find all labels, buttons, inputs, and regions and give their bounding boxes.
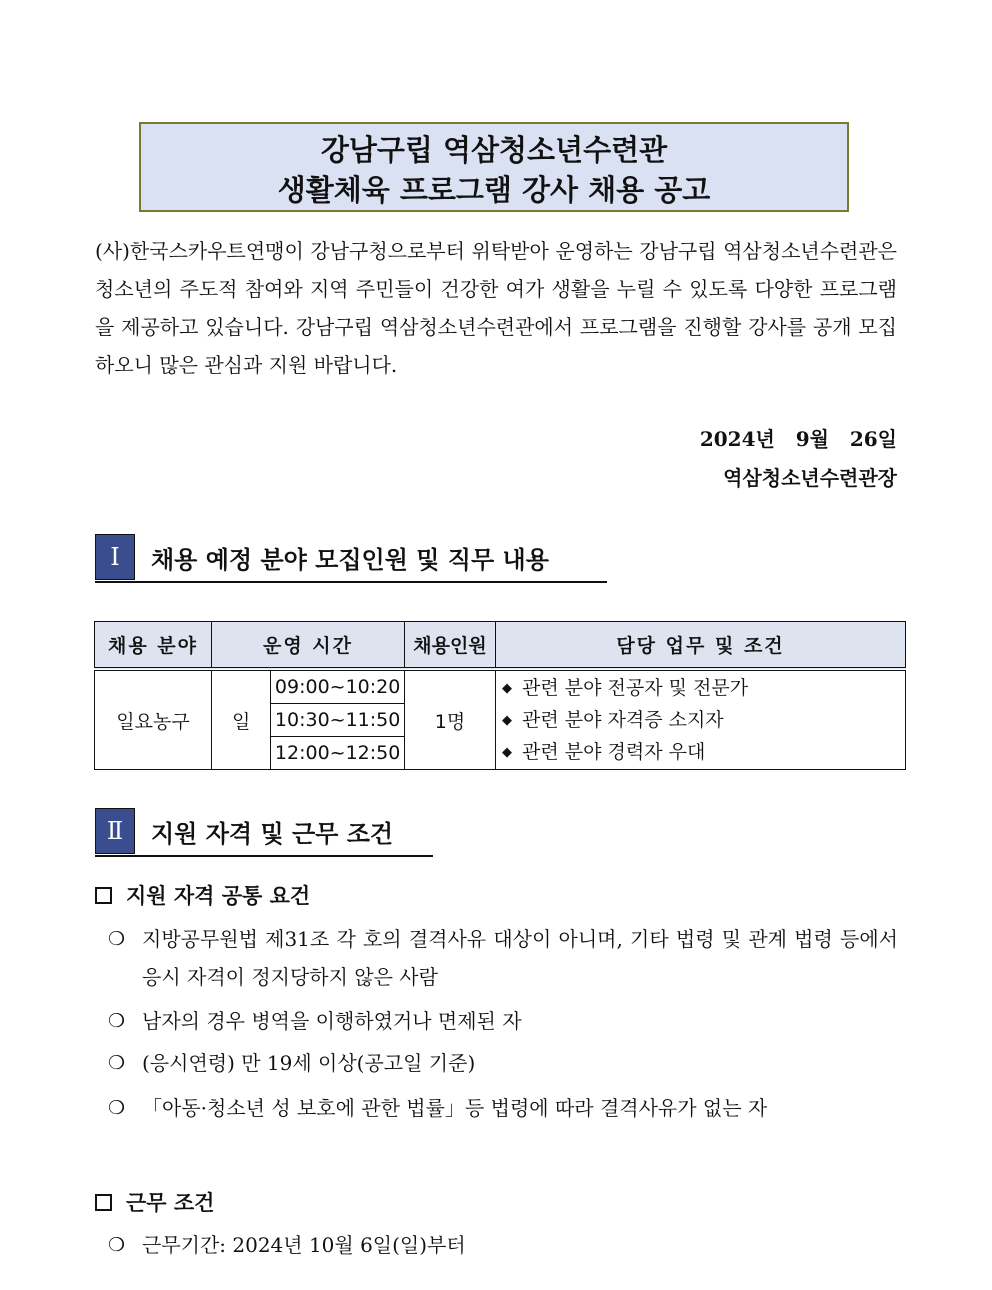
- list-item: ❍ 근무기간: 2024년 10월 6일(일)부터: [108, 1226, 898, 1264]
- list-item: ❍ 지방공무원법 제31조 각 호의 결격사유 대상이 아니며, 기타 법령 및 관계 법령 등에서 응시 자격이 정지당하지 않은 사람: [108, 920, 898, 996]
- diamond-bullet-icon: ◆: [502, 745, 512, 760]
- cell-day: 일: [212, 669, 271, 770]
- cell-duties: [496, 669, 906, 770]
- duty-item: ◆ 관련 분야 자격증 소지자: [502, 709, 724, 731]
- table-header-row: [95, 622, 906, 670]
- circle-bullet-icon: ❍: [108, 1234, 126, 1256]
- section-2-number: Ⅱ: [95, 808, 135, 854]
- issuer: 역삼청소년수련관장: [723, 466, 897, 490]
- col-header-duties: 담당 업무 및 조건: [496, 622, 906, 670]
- time-slot-1: 09:00~10:20: [271, 671, 404, 704]
- time-slot-2: 10:30~11:50: [271, 704, 404, 737]
- jobs-table: [94, 621, 906, 770]
- time-slot-3: 12:00~12:50: [274, 742, 401, 764]
- work-conditions-heading: 근무 조건: [95, 1187, 214, 1217]
- list-item: ❍ (응시연령) 만 19세 이상(공고일 기준): [108, 1044, 898, 1082]
- section-1-number: Ⅰ: [95, 534, 135, 580]
- common-requirements-heading: 지원 자격 공통 요건: [95, 880, 310, 910]
- cell-field: 일요농구: [95, 669, 212, 770]
- section-1-heading: [95, 533, 607, 583]
- notice-title: [139, 122, 849, 212]
- list-item: ❍ 「아동·청소년 성 보호에 관한 법률」등 법령에 따라 결격사유가 없는 자: [108, 1089, 898, 1127]
- col-header-field: 채용 분야: [95, 622, 212, 670]
- notice-date: 2024년 9월 26일: [699, 427, 897, 451]
- circle-bullet-icon: ❍: [108, 1010, 126, 1032]
- circle-bullet-icon: ❍: [108, 1052, 126, 1074]
- col-header-count: 채용인원: [405, 622, 496, 670]
- intro-paragraph: (사)한국스카우트연맹이 강남구청으로부터 위탁받아 운영하는 강남구립 역삼청소년수련관은 청소년의 주도적 참여와 지역 주민들이 건강한 여가 생활을 누릴 수 있도록 다양한 프로그램을 제공하고 있습니다. 강남구립 역삼청소년수련관에서 프로그램을 진행할 강사를 공개 모집하오니 많은 관심과 지원 바랍니다.: [95, 239, 897, 377]
- duty-item: ◆ 관련 분야 경력자 우대: [502, 741, 706, 763]
- duty-item: ◆ 관련 분야 전공자 및 전문가: [502, 677, 749, 699]
- list-item: ❍ 남자의 경우 병역을 이행하였거나 면제된 자: [108, 1002, 898, 1040]
- section-1-title: 채용 예정 분야 모집인원 및 직무 내용: [151, 545, 549, 574]
- diamond-bullet-icon: ◆: [502, 681, 512, 696]
- col-header-time: 운영 시간: [212, 622, 405, 670]
- diamond-bullet-icon: ◆: [502, 713, 512, 728]
- table-row: [95, 669, 906, 770]
- title-line-1: 강남구립 역삼청소년수련관: [320, 133, 668, 167]
- section-2-heading: [95, 807, 433, 857]
- cell-times: [271, 669, 405, 770]
- circle-bullet-icon: ❍: [108, 928, 126, 950]
- checkbox-icon: [95, 887, 112, 904]
- circle-bullet-icon: ❍: [108, 1097, 126, 1119]
- title-line-2: 생활체육 프로그램 강사 채용 공고: [277, 173, 711, 207]
- section-2-title: 지원 자격 및 근무 조건: [151, 819, 394, 848]
- checkbox-icon: [95, 1194, 112, 1211]
- cell-count: 1명: [405, 669, 496, 770]
